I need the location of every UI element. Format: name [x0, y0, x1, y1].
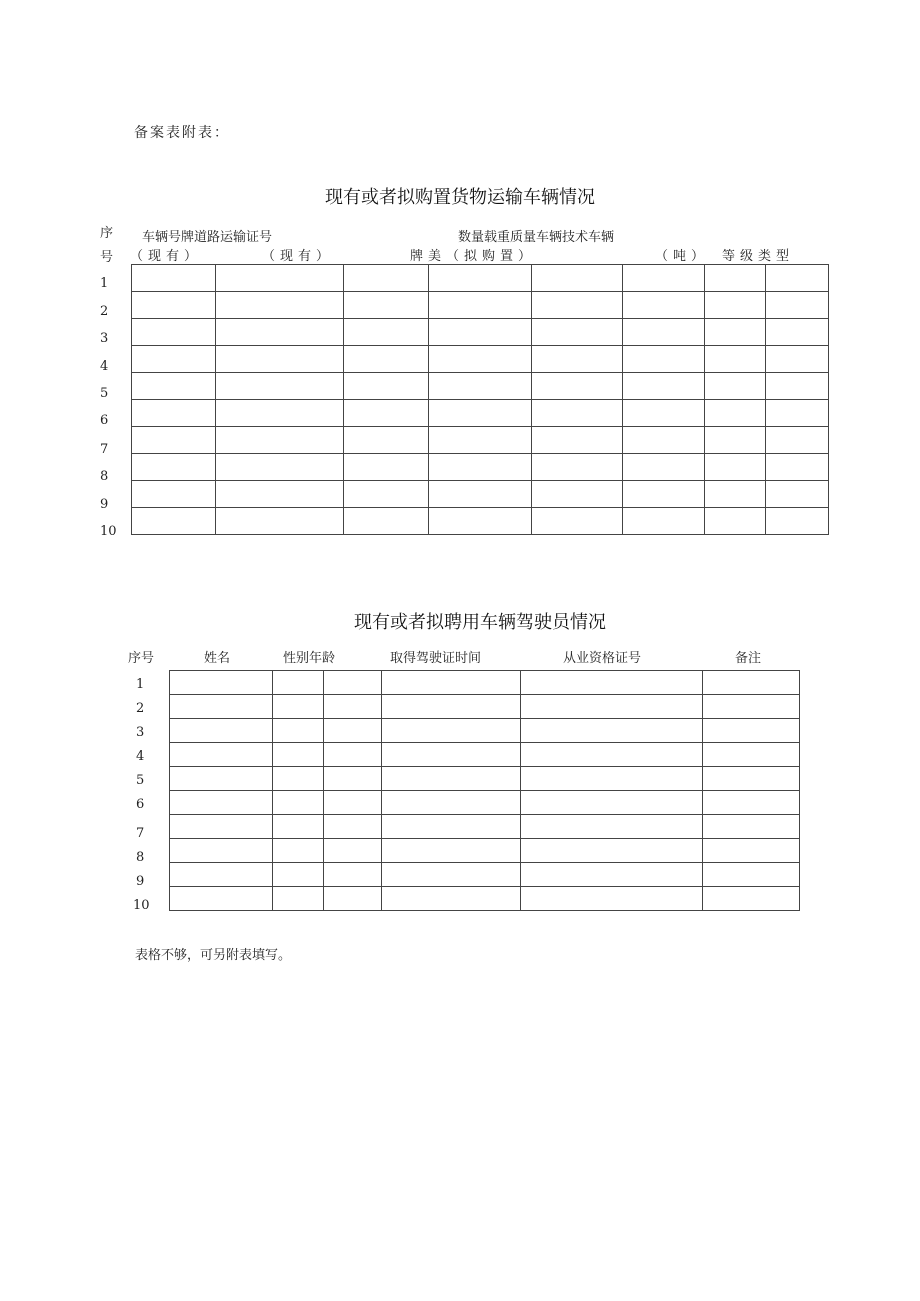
vehicles-table-cell[interactable]	[766, 508, 829, 535]
drivers-table-cell[interactable]	[324, 767, 382, 791]
drivers-table-cell[interactable]	[170, 839, 273, 863]
vehicles-table-cell[interactable]	[623, 427, 705, 454]
drivers-row-number: 2	[136, 701, 145, 716]
vehicles-table-cell[interactable]	[344, 346, 429, 373]
drivers-table-cell[interactable]	[382, 839, 521, 863]
vehicles-table-cell[interactable]	[429, 292, 532, 319]
drivers-table-cell[interactable]	[382, 767, 521, 791]
vehicles-row-number: 7	[100, 442, 109, 457]
vehicles-table-cell[interactable]	[766, 400, 829, 427]
vehicles-header-tons: （吨）	[655, 249, 710, 264]
vehicles-table-cell[interactable]	[132, 427, 216, 454]
vehicles-table-row	[132, 508, 829, 535]
vehicles-table-cell[interactable]	[705, 481, 766, 508]
drivers-table-row	[170, 791, 800, 815]
drivers-table-cell[interactable]	[273, 743, 324, 767]
vehicles-table-cell[interactable]	[344, 454, 429, 481]
drivers-table-cell[interactable]	[273, 719, 324, 743]
vehicles-table-cell[interactable]	[623, 400, 705, 427]
vehicles-table-cell[interactable]	[344, 265, 429, 292]
drivers-table-cell[interactable]	[324, 863, 382, 887]
vehicles-row-number: 1	[100, 276, 109, 291]
vehicles-row-number: 9	[100, 497, 109, 512]
drivers-table-cell[interactable]	[521, 671, 703, 695]
drivers-table-cell[interactable]	[703, 743, 800, 767]
drivers-row-number: 8	[136, 850, 145, 865]
vehicles-table-row	[132, 454, 829, 481]
drivers-table-row	[170, 695, 800, 719]
drivers-table-row	[170, 815, 800, 839]
drivers-table-cell[interactable]	[521, 839, 703, 863]
drivers-row-number: 9	[136, 874, 145, 889]
drivers-table-cell[interactable]	[703, 671, 800, 695]
drivers-row-number: 10	[133, 898, 150, 913]
drivers-table-cell[interactable]	[273, 839, 324, 863]
drivers-table-row	[170, 887, 800, 911]
vehicles-table-cell[interactable]	[429, 400, 532, 427]
drivers-table-cell[interactable]	[170, 887, 273, 911]
vehicles-header-line1-left: 车辆号牌道路运输证号	[142, 230, 273, 245]
vehicles-table-cell[interactable]	[532, 481, 623, 508]
vehicles-table-cell[interactable]	[532, 346, 623, 373]
vehicles-table-cell[interactable]	[705, 346, 766, 373]
vehicles-row-number: 2	[100, 304, 109, 319]
footnote: 表格不够，可另附表填写。	[135, 948, 292, 963]
vehicles-table-cell[interactable]	[532, 508, 623, 535]
drivers-table-cell[interactable]	[382, 791, 521, 815]
drivers-table-cell[interactable]	[324, 719, 382, 743]
vehicles-header-planned: 牌美（拟购置）	[410, 249, 537, 264]
vehicles-header-seq-top: 序	[100, 226, 114, 241]
vehicles-table-cell[interactable]	[766, 427, 829, 454]
drivers-table-cell[interactable]	[273, 695, 324, 719]
vehicles-table-cell[interactable]	[532, 265, 623, 292]
vehicles-table-cell[interactable]	[344, 508, 429, 535]
drivers-table-cell[interactable]	[521, 815, 703, 839]
drivers-table-cell[interactable]	[324, 743, 382, 767]
drivers-table-cell[interactable]	[382, 671, 521, 695]
vehicles-table-cell[interactable]	[216, 373, 344, 400]
vehicles-table-cell[interactable]	[216, 481, 344, 508]
vehicles-table-cell[interactable]	[216, 427, 344, 454]
drivers-table-cell[interactable]	[170, 743, 273, 767]
vehicles-table-cell[interactable]	[132, 481, 216, 508]
vehicles-table-cell[interactable]	[344, 481, 429, 508]
drivers-table-cell[interactable]	[521, 863, 703, 887]
drivers-table-cell[interactable]	[382, 815, 521, 839]
vehicles-table-cell[interactable]	[623, 265, 705, 292]
drivers-row-number: 5	[136, 773, 145, 788]
vehicles-table-cell[interactable]	[429, 319, 532, 346]
vehicles-row-number: 5	[100, 386, 109, 401]
vehicles-title: 现有或者拟购置货物运输车辆情况	[325, 187, 595, 208]
vehicles-table-cell[interactable]	[705, 454, 766, 481]
vehicles-table-row	[132, 373, 829, 400]
vehicles-table-cell[interactable]	[766, 454, 829, 481]
vehicles-table-cell[interactable]	[132, 373, 216, 400]
drivers-table-cell[interactable]	[324, 839, 382, 863]
drivers-table-cell[interactable]	[703, 887, 800, 911]
vehicles-table-row	[132, 346, 829, 373]
vehicles-table-cell[interactable]	[532, 373, 623, 400]
vehicles-table-cell[interactable]	[532, 292, 623, 319]
vehicles-table-cell[interactable]	[132, 319, 216, 346]
drivers-table-cell[interactable]	[703, 839, 800, 863]
drivers-table-cell[interactable]	[273, 791, 324, 815]
vehicles-table-cell[interactable]	[132, 292, 216, 319]
drivers-table-cell[interactable]	[273, 887, 324, 911]
vehicles-table-cell[interactable]	[429, 265, 532, 292]
vehicles-table-cell[interactable]	[344, 373, 429, 400]
vehicles-table-cell[interactable]	[623, 508, 705, 535]
drivers-row-number: 3	[136, 725, 145, 740]
vehicles-header-seq-bottom: 号	[100, 250, 114, 265]
drivers-table-row	[170, 719, 800, 743]
vehicles-header-line1-right: 数量载重质量车辆技术车辆	[458, 230, 615, 245]
drivers-table-cell[interactable]	[273, 671, 324, 695]
vehicles-table-cell[interactable]	[766, 346, 829, 373]
drivers-table-cell[interactable]	[382, 863, 521, 887]
drivers-table-cell[interactable]	[170, 695, 273, 719]
drivers-title: 现有或者拟聘用车辆驾驶员情况	[354, 612, 606, 633]
vehicles-row-number: 10	[100, 524, 117, 539]
drivers-table-row	[170, 767, 800, 791]
drivers-table-row	[170, 743, 800, 767]
vehicles-table-row	[132, 481, 829, 508]
vehicles-row-number: 4	[100, 359, 109, 374]
vehicles-table-cell[interactable]	[132, 346, 216, 373]
vehicles-table-cell[interactable]	[216, 400, 344, 427]
vehicles-table-cell[interactable]	[132, 400, 216, 427]
attachment-label: 备案表附表：	[134, 125, 230, 141]
drivers-table-cell[interactable]	[382, 743, 521, 767]
vehicles-table-cell[interactable]	[623, 346, 705, 373]
vehicles-table-cell[interactable]	[705, 265, 766, 292]
vehicles-table-cell[interactable]	[623, 319, 705, 346]
drivers-table-cell[interactable]	[273, 815, 324, 839]
vehicles-table-cell[interactable]	[429, 454, 532, 481]
vehicles-table-cell[interactable]	[216, 319, 344, 346]
drivers-table-cell[interactable]	[273, 767, 324, 791]
vehicles-table-cell[interactable]	[623, 454, 705, 481]
drivers-table-cell[interactable]	[170, 671, 273, 695]
vehicles-table-cell[interactable]	[429, 508, 532, 535]
vehicles-table-cell[interactable]	[344, 400, 429, 427]
drivers-table-cell[interactable]	[382, 695, 521, 719]
vehicles-table-cell[interactable]	[705, 508, 766, 535]
vehicles-table-row	[132, 265, 829, 292]
drivers-table-cell[interactable]	[703, 791, 800, 815]
drivers-row-number: 6	[136, 797, 145, 812]
vehicles-table-cell[interactable]	[705, 373, 766, 400]
vehicles-table-cell[interactable]	[766, 481, 829, 508]
drivers-header-license-time: 取得驾驶证时间	[390, 651, 482, 666]
vehicles-row-number: 8	[100, 469, 109, 484]
drivers-row-number: 7	[136, 826, 145, 841]
vehicles-row-number: 6	[100, 413, 109, 428]
drivers-header-qualification: 从业资格证号	[563, 651, 642, 666]
drivers-table-row	[170, 671, 800, 695]
vehicles-table-cell[interactable]	[623, 481, 705, 508]
vehicles-table-cell[interactable]	[344, 427, 429, 454]
drivers-table-cell[interactable]	[703, 719, 800, 743]
vehicles-table-cell[interactable]	[766, 373, 829, 400]
vehicles-table-cell[interactable]	[132, 454, 216, 481]
drivers-table	[169, 670, 800, 911]
drivers-table-cell[interactable]	[170, 815, 273, 839]
vehicles-header-current-plate: （现有）	[130, 249, 203, 264]
vehicles-table-cell[interactable]	[429, 481, 532, 508]
vehicles-table-cell[interactable]	[532, 319, 623, 346]
vehicles-table-cell[interactable]	[216, 346, 344, 373]
drivers-header-name: 姓名	[204, 651, 231, 666]
vehicles-table-cell[interactable]	[532, 454, 623, 481]
drivers-table-cell[interactable]	[521, 791, 703, 815]
vehicles-table-row	[132, 400, 829, 427]
vehicles-table-cell[interactable]	[766, 319, 829, 346]
vehicles-table-cell[interactable]	[429, 427, 532, 454]
vehicles-table-cell[interactable]	[216, 292, 344, 319]
drivers-table-cell[interactable]	[521, 767, 703, 791]
vehicles-table-cell[interactable]	[705, 292, 766, 319]
drivers-row-number: 1	[136, 677, 145, 692]
drivers-table-cell[interactable]	[521, 743, 703, 767]
drivers-table-row	[170, 863, 800, 887]
vehicles-table-cell[interactable]	[344, 319, 429, 346]
drivers-table-cell[interactable]	[273, 863, 324, 887]
drivers-table-cell[interactable]	[382, 719, 521, 743]
vehicles-table-cell[interactable]	[705, 319, 766, 346]
vehicles-table-cell[interactable]	[705, 427, 766, 454]
drivers-table-cell[interactable]	[703, 695, 800, 719]
vehicles-table-cell[interactable]	[216, 454, 344, 481]
drivers-table-cell[interactable]	[324, 887, 382, 911]
drivers-table-cell[interactable]	[521, 887, 703, 911]
drivers-table-cell[interactable]	[703, 767, 800, 791]
vehicles-table-cell[interactable]	[344, 292, 429, 319]
drivers-header-gender-age: 性别年龄	[283, 651, 336, 666]
vehicles-header-current-permit: （现有）	[262, 249, 335, 264]
drivers-table-cell[interactable]	[703, 815, 800, 839]
drivers-table-cell[interactable]	[170, 791, 273, 815]
drivers-table-cell[interactable]	[170, 767, 273, 791]
drivers-table-cell[interactable]	[521, 719, 703, 743]
vehicles-table-cell[interactable]	[766, 292, 829, 319]
drivers-header-remarks: 备注	[735, 651, 762, 666]
vehicles-table-row	[132, 292, 829, 319]
vehicles-table-cell[interactable]	[623, 292, 705, 319]
drivers-table-cell[interactable]	[521, 695, 703, 719]
vehicles-table-cell[interactable]	[429, 346, 532, 373]
vehicles-table-cell[interactable]	[216, 265, 344, 292]
vehicles-table	[131, 264, 829, 535]
drivers-row-number: 4	[136, 749, 145, 764]
drivers-table-cell[interactable]	[170, 863, 273, 887]
drivers-table-cell[interactable]	[703, 863, 800, 887]
drivers-table-cell[interactable]	[324, 695, 382, 719]
vehicles-header-grade-type: 等级类型	[722, 249, 795, 264]
drivers-table-cell[interactable]	[324, 671, 382, 695]
vehicles-table-cell[interactable]	[532, 400, 623, 427]
vehicles-table-cell[interactable]	[705, 400, 766, 427]
drivers-table-cell[interactable]	[170, 719, 273, 743]
vehicles-table-cell[interactable]	[429, 373, 532, 400]
vehicles-table-cell[interactable]	[132, 265, 216, 292]
drivers-table-cell[interactable]	[324, 815, 382, 839]
drivers-header-seq: 序号	[128, 651, 155, 666]
vehicles-table-row	[132, 319, 829, 346]
vehicles-table-cell[interactable]	[132, 508, 216, 535]
vehicles-table-cell[interactable]	[532, 427, 623, 454]
vehicles-table-cell[interactable]	[766, 265, 829, 292]
drivers-table-cell[interactable]	[382, 887, 521, 911]
drivers-table-row	[170, 839, 800, 863]
vehicles-row-number: 3	[100, 331, 109, 346]
vehicles-table-cell[interactable]	[216, 508, 344, 535]
drivers-table-cell[interactable]	[324, 791, 382, 815]
vehicles-table-row	[132, 427, 829, 454]
vehicles-table-cell[interactable]	[623, 373, 705, 400]
